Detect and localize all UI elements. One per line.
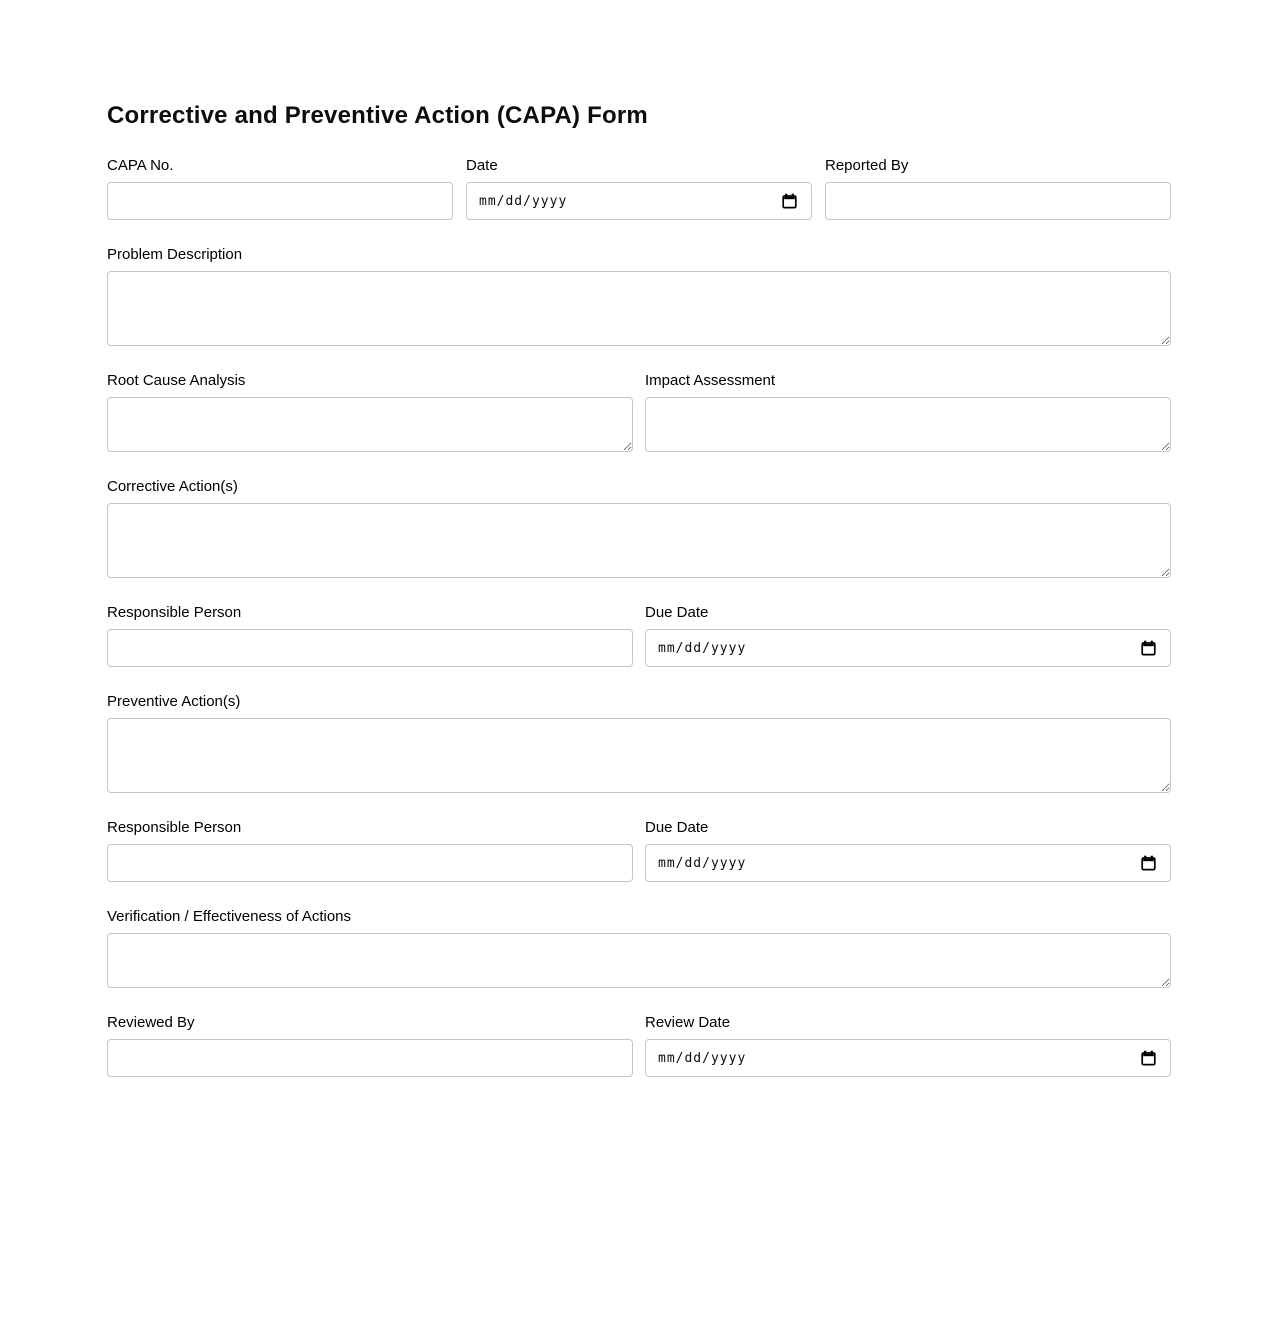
row-reviewedby-reviewdate bbox=[107, 1013, 1171, 1102]
field-preventive-due-date bbox=[645, 818, 1171, 882]
date-placeholder: mm/dd/yyyy bbox=[658, 640, 747, 656]
verification-effectiveness-textarea[interactable] bbox=[107, 933, 1171, 988]
preventive-due-date-input[interactable] bbox=[645, 844, 1171, 882]
page-title: Corrective and Preventive Action (CAPA) Form bbox=[107, 102, 648, 129]
capa-no-label: CAPA No. bbox=[107, 157, 174, 174]
field-review-date bbox=[645, 1013, 1171, 1077]
field-corrective-actions bbox=[107, 477, 1171, 578]
root-cause-analysis-label: Root Cause Analysis bbox=[107, 372, 246, 389]
preventive-responsible-person-label: Responsible Person bbox=[107, 819, 242, 836]
row-rootcause-impact bbox=[107, 371, 1171, 477]
field-capa-no bbox=[107, 156, 453, 220]
field-corrective-responsible-person bbox=[107, 603, 633, 667]
row-capa-date-reporter bbox=[107, 156, 1171, 245]
reviewed-by-input[interactable] bbox=[107, 1039, 633, 1077]
date-placeholder: mm/dd/yyyy bbox=[479, 193, 568, 209]
corrective-responsible-person-label: Responsible Person bbox=[107, 604, 242, 621]
problem-description-label: Problem Description bbox=[107, 246, 243, 263]
field-reviewed-by bbox=[107, 1013, 633, 1077]
corrective-due-date-input[interactable] bbox=[645, 629, 1171, 667]
reviewed-by-label: Reviewed By bbox=[107, 1014, 195, 1031]
date-label: Date bbox=[466, 157, 498, 174]
reported-by-input[interactable] bbox=[825, 182, 1171, 220]
impact-assessment-textarea[interactable] bbox=[645, 397, 1171, 452]
capa-form bbox=[107, 0, 1171, 1342]
problem-description-textarea[interactable] bbox=[107, 271, 1171, 346]
root-cause-analysis-textarea[interactable] bbox=[107, 397, 633, 452]
date-placeholder: mm/dd/yyyy bbox=[658, 855, 747, 871]
capa-no-input[interactable] bbox=[107, 182, 453, 220]
field-verification-effectiveness bbox=[107, 907, 1171, 988]
row-corrective-responsible-duedate bbox=[107, 603, 1171, 692]
preventive-actions-textarea[interactable] bbox=[107, 718, 1171, 793]
corrective-due-date-label: Due Date bbox=[645, 604, 709, 621]
field-reported-by bbox=[825, 156, 1171, 220]
calendar-icon[interactable] bbox=[780, 191, 799, 211]
field-problem-description bbox=[107, 245, 1171, 346]
date-input[interactable] bbox=[466, 182, 812, 220]
field-corrective-due-date bbox=[645, 603, 1171, 667]
reported-by-label: Reported By bbox=[825, 157, 909, 174]
corrective-responsible-person-input[interactable] bbox=[107, 629, 633, 667]
date-placeholder: mm/dd/yyyy bbox=[658, 1050, 747, 1066]
calendar-icon[interactable] bbox=[1139, 638, 1158, 658]
review-date-input[interactable] bbox=[645, 1039, 1171, 1077]
corrective-actions-textarea[interactable] bbox=[107, 503, 1171, 578]
verification-effectiveness-label: Verification / Effectiveness of Actions bbox=[107, 908, 352, 925]
field-root-cause-analysis bbox=[107, 371, 633, 452]
field-impact-assessment bbox=[645, 371, 1171, 452]
field-preventive-actions bbox=[107, 692, 1171, 793]
impact-assessment-label: Impact Assessment bbox=[645, 372, 776, 389]
field-preventive-responsible-person bbox=[107, 818, 633, 882]
field-date bbox=[466, 156, 812, 220]
preventive-responsible-person-input[interactable] bbox=[107, 844, 633, 882]
corrective-actions-label: Corrective Action(s) bbox=[107, 478, 238, 495]
preventive-due-date-label: Due Date bbox=[645, 819, 709, 836]
calendar-icon[interactable] bbox=[1139, 853, 1158, 873]
row-preventive-responsible-duedate bbox=[107, 818, 1171, 907]
calendar-icon[interactable] bbox=[1139, 1048, 1158, 1068]
review-date-label: Review Date bbox=[645, 1014, 731, 1031]
preventive-actions-label: Preventive Action(s) bbox=[107, 693, 241, 710]
